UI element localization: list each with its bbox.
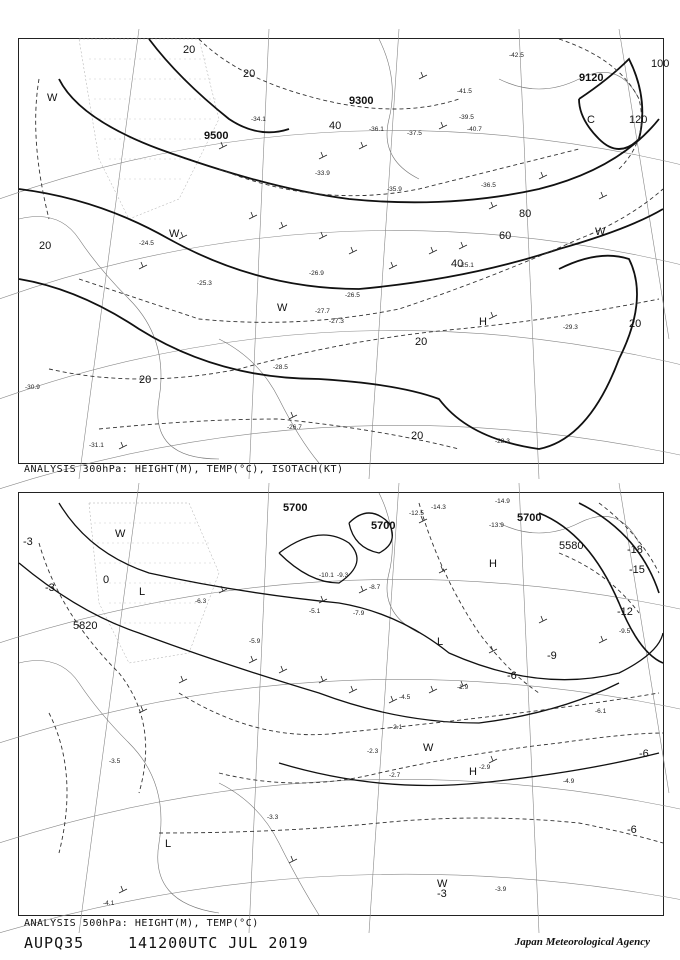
- valid-time: 141200UTC JUL 2019: [128, 934, 309, 952]
- marker-h-2: H: [469, 766, 477, 778]
- isotach-label-20b: 20: [243, 68, 256, 80]
- height-contours: [19, 39, 663, 449]
- height-label-9500: 9500: [204, 130, 229, 142]
- temp-value: -25.3: [197, 280, 212, 287]
- temp-value: -14.3: [431, 504, 446, 511]
- temp-value: -3.3: [267, 814, 279, 821]
- temp-value: -6.3: [195, 598, 207, 605]
- marker-l-1: L: [139, 586, 146, 598]
- temp-value: -2.9: [479, 764, 491, 771]
- marker-h: H: [479, 316, 487, 328]
- height-label-5580: 5580: [559, 540, 584, 552]
- marker-w-3: W: [169, 228, 180, 240]
- temp-value: -41.5: [457, 88, 472, 95]
- coastlines: [19, 39, 642, 463]
- marker-w-3: W: [437, 878, 448, 890]
- temp-value: -28.3: [495, 438, 510, 445]
- isotach-label-20e: 20: [139, 374, 152, 386]
- isotherm-label--3a: -3: [23, 536, 33, 548]
- isotach-label-40: 40: [329, 120, 342, 132]
- temp-value: -12.5: [409, 510, 424, 517]
- isotach-label-20f: 20: [39, 240, 52, 252]
- temp-value: -9.3: [337, 572, 349, 579]
- isotherm-label-0: 0: [103, 574, 110, 586]
- temp-value: -30.9: [25, 384, 40, 391]
- temp-value: -9.5: [619, 628, 631, 635]
- temp-value: -33.9: [315, 170, 330, 177]
- height-label-5700b: 5700: [371, 520, 396, 532]
- analysis-500hpa-map: [18, 492, 664, 916]
- temp-value: -25.1: [459, 262, 474, 269]
- temp-value: -4.5: [399, 694, 411, 701]
- map-500hpa-svg: [19, 493, 663, 915]
- isotherm-label--6b: -6: [639, 748, 649, 760]
- isotach-label-40b: 40: [451, 258, 464, 270]
- temp-value: -13.9: [489, 522, 504, 529]
- temp-value: -40.7: [467, 126, 482, 133]
- marker-c: C: [587, 114, 595, 126]
- analysis-300hpa-map: [18, 38, 670, 464]
- isotherm-label--12: -12: [617, 606, 633, 618]
- marker-w-2: W: [423, 742, 434, 754]
- wind-barbs: [119, 516, 607, 893]
- isotherm-label--3b: -3: [45, 582, 55, 594]
- temp-value: -2.1: [391, 724, 403, 731]
- isotach-label-20d: 20: [411, 430, 424, 442]
- agency-name: Japan Meteorological Agency: [514, 936, 650, 948]
- height-label-5700a: 5700: [283, 502, 308, 514]
- temp-value: -35.9: [387, 186, 402, 193]
- temp-value: -8.7: [369, 584, 381, 591]
- temp-value: -27.3: [329, 318, 344, 325]
- temp-value: -39.5: [459, 114, 474, 121]
- wind-barbs: [119, 72, 607, 449]
- temp-value: -14.9: [495, 498, 510, 505]
- temp-value: -34.1: [251, 116, 266, 123]
- temp-value: -3.9: [495, 886, 507, 893]
- marker-w-1: W: [47, 92, 58, 104]
- temp-value: -26.9: [309, 270, 324, 277]
- marker-l-2: L: [165, 838, 172, 850]
- marker-w-2: W: [595, 226, 606, 238]
- temp-value: -2.3: [367, 748, 379, 755]
- temp-value: -37.5: [407, 130, 422, 137]
- temp-value: -31.1: [89, 442, 104, 449]
- isotherms: [39, 503, 663, 853]
- terrain-hatch: [79, 39, 219, 219]
- caption-500hpa: ANALYSIS 500hPa: HEIGHT(M), TEMP(°C): [24, 918, 259, 929]
- isotherm-label--18: -18: [627, 544, 643, 556]
- temp-value: -28.5: [273, 364, 288, 371]
- temp-value: -36.5: [481, 182, 496, 189]
- temp-value: -27.7: [315, 308, 330, 315]
- temp-value: -26.5: [345, 292, 360, 299]
- marker-l-3: L: [437, 636, 444, 648]
- isotach-label-20c: 20: [629, 318, 642, 330]
- isotach-label-100: 100: [651, 58, 670, 70]
- marker-w-4: W: [277, 302, 288, 314]
- temp-value: -42.5: [509, 52, 524, 59]
- temp-value: -1.9: [457, 684, 469, 691]
- temp-value: -2.7: [389, 772, 401, 779]
- map-300hpa-svg: [19, 39, 670, 463]
- temp-value: -5.9: [249, 638, 261, 645]
- isotherm-label--6: -6: [507, 670, 517, 682]
- height-label-9120: 9120: [579, 72, 604, 84]
- temp-value: -7.9: [353, 610, 365, 617]
- temp-value: -10.1: [319, 572, 334, 579]
- temp-value: -6.1: [595, 708, 607, 715]
- height-label-5700c: 5700: [517, 512, 542, 524]
- isotherm-label--3c: -3: [437, 888, 447, 900]
- isotach-label-60: 60: [499, 230, 512, 242]
- isotherm-label--6c: -6: [627, 824, 637, 836]
- marker-w-1: W: [115, 528, 126, 540]
- height-label-5820: 5820: [73, 620, 98, 632]
- caption-300hpa: ANALYSIS 300hPa: HEIGHT(M), TEMP(°C), ISOTACH(KT): [24, 464, 344, 475]
- isotach-label-20g: 20: [415, 336, 428, 348]
- temp-value: -5.1: [309, 608, 321, 615]
- temp-value: -26.7: [287, 424, 302, 431]
- height-label-9300: 9300: [349, 95, 374, 107]
- chart-code: AUPQ35: [24, 934, 85, 952]
- temp-value: -4.9: [563, 778, 575, 785]
- isotach-label-20a: 20: [183, 44, 196, 56]
- temp-value: -24.5: [139, 240, 154, 247]
- temp-value: -4.1: [103, 900, 115, 907]
- isotherm-label--15: -15: [629, 564, 645, 576]
- isotach-label-120: 120: [629, 114, 648, 126]
- temp-value: -29.3: [563, 324, 578, 331]
- temp-value: -3.5: [109, 758, 121, 765]
- isotherm-label--9: -9: [547, 650, 557, 662]
- graticule: [0, 29, 680, 489]
- temp-value: -36.1: [369, 126, 384, 133]
- isotach-label-80: 80: [519, 208, 532, 220]
- marker-h-1: H: [489, 558, 497, 570]
